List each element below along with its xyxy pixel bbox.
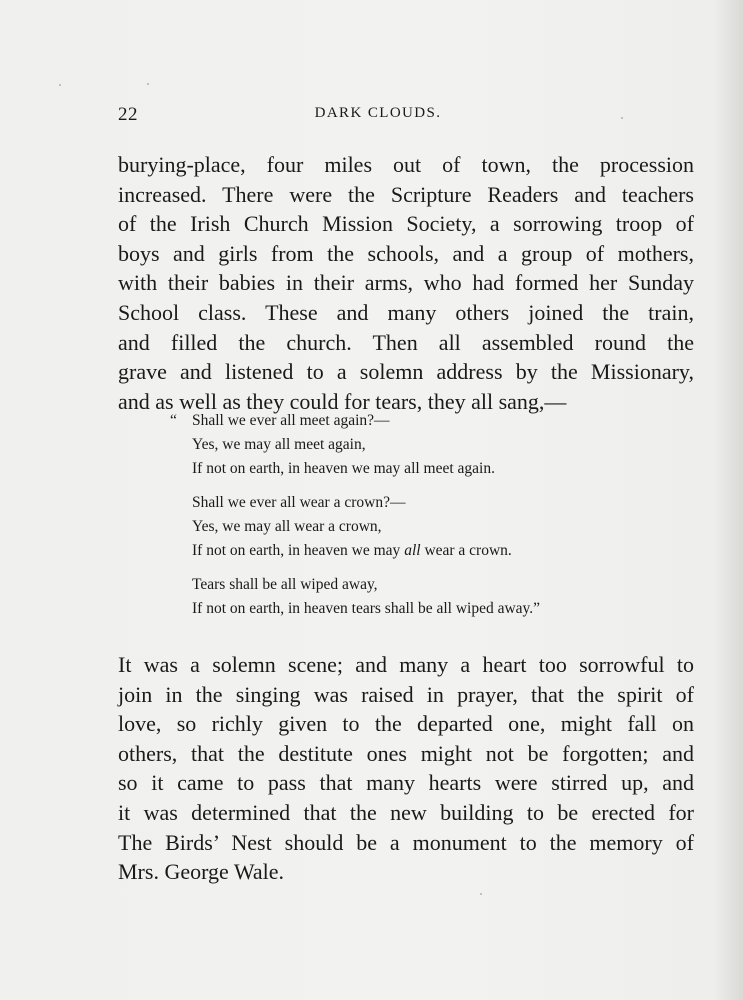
text-line: It was a solemn scene; and many a heart too sorrowful to (118, 652, 694, 677)
stanza-3 (170, 573, 650, 621)
hymn-verse (170, 409, 650, 631)
verse-line: If not on earth, in heaven we may all meet again. (192, 460, 495, 477)
text-line: burying-place, four miles out of town, the procession (118, 152, 694, 177)
verse-line: If not on earth, in heaven tears shall be all wiped away.” (192, 600, 541, 617)
text-line: of the Irish Church Mission Society, a sorrowing troop of (118, 211, 694, 237)
verse-line-emphasis (170, 539, 650, 563)
open-quote: “ (170, 412, 177, 429)
paper-speck (59, 84, 61, 86)
text-line: School class. These and many others joined the train, (118, 299, 694, 325)
verse-text: If not on earth, in heaven we may (192, 542, 405, 559)
running-head: DARK CLOUDS. (314, 105, 442, 121)
paper-speck (621, 117, 623, 119)
text-line: love, so richly given to the departed one, might fall on (118, 711, 694, 737)
text-line: join in the singing was raised in prayer, that the spirit of (118, 681, 694, 707)
text-line: and filled the church. Then all assembled round the (118, 329, 694, 355)
verse-text: wear a crown. (420, 542, 512, 559)
page-header (118, 104, 638, 126)
verse-line-text: Shall we ever all meet again?— (192, 412, 390, 429)
verse-line (170, 409, 650, 433)
italic-emphasis: all (404, 542, 421, 559)
verse-line: Yes, we may all wear a crown, (192, 518, 382, 535)
stanza-2 (170, 491, 650, 563)
text-line: it was determined that the new building to be erected for (118, 799, 694, 825)
paragraph-1 (118, 150, 694, 416)
text-line: increased. There were the Scripture Readers and teachers (118, 181, 694, 207)
paper-speck (147, 83, 149, 85)
text-line: others, that the destitute ones might not be forgotten; and (118, 740, 694, 766)
stanza-1 (170, 409, 650, 481)
text-line: boys and girls from the schools, and a group of mothers, (118, 240, 694, 266)
text-line: with their babies in their arms, who had formed her Sunday (118, 270, 694, 296)
verse-line: Tears shall be all wiped away, (192, 576, 378, 593)
verse-line: Yes, we may all meet again, (192, 436, 366, 453)
text-line: so it came to pass that many hearts were stirred up, and (118, 770, 694, 796)
paragraph-2 (118, 650, 694, 887)
verse-line: Shall we ever all wear a crown?— (192, 494, 406, 511)
text-line: grave and listened to a solemn address by the Missionary, (118, 359, 694, 385)
page-number: 22 (118, 104, 138, 125)
text-line: Mrs. George Wale. (118, 859, 285, 885)
text-line: and as well as they could for tears, they all sang,— (118, 388, 567, 414)
text-line: The Birds’ Nest should be a monument to the memory of (118, 829, 694, 855)
paper-speck (480, 893, 482, 895)
